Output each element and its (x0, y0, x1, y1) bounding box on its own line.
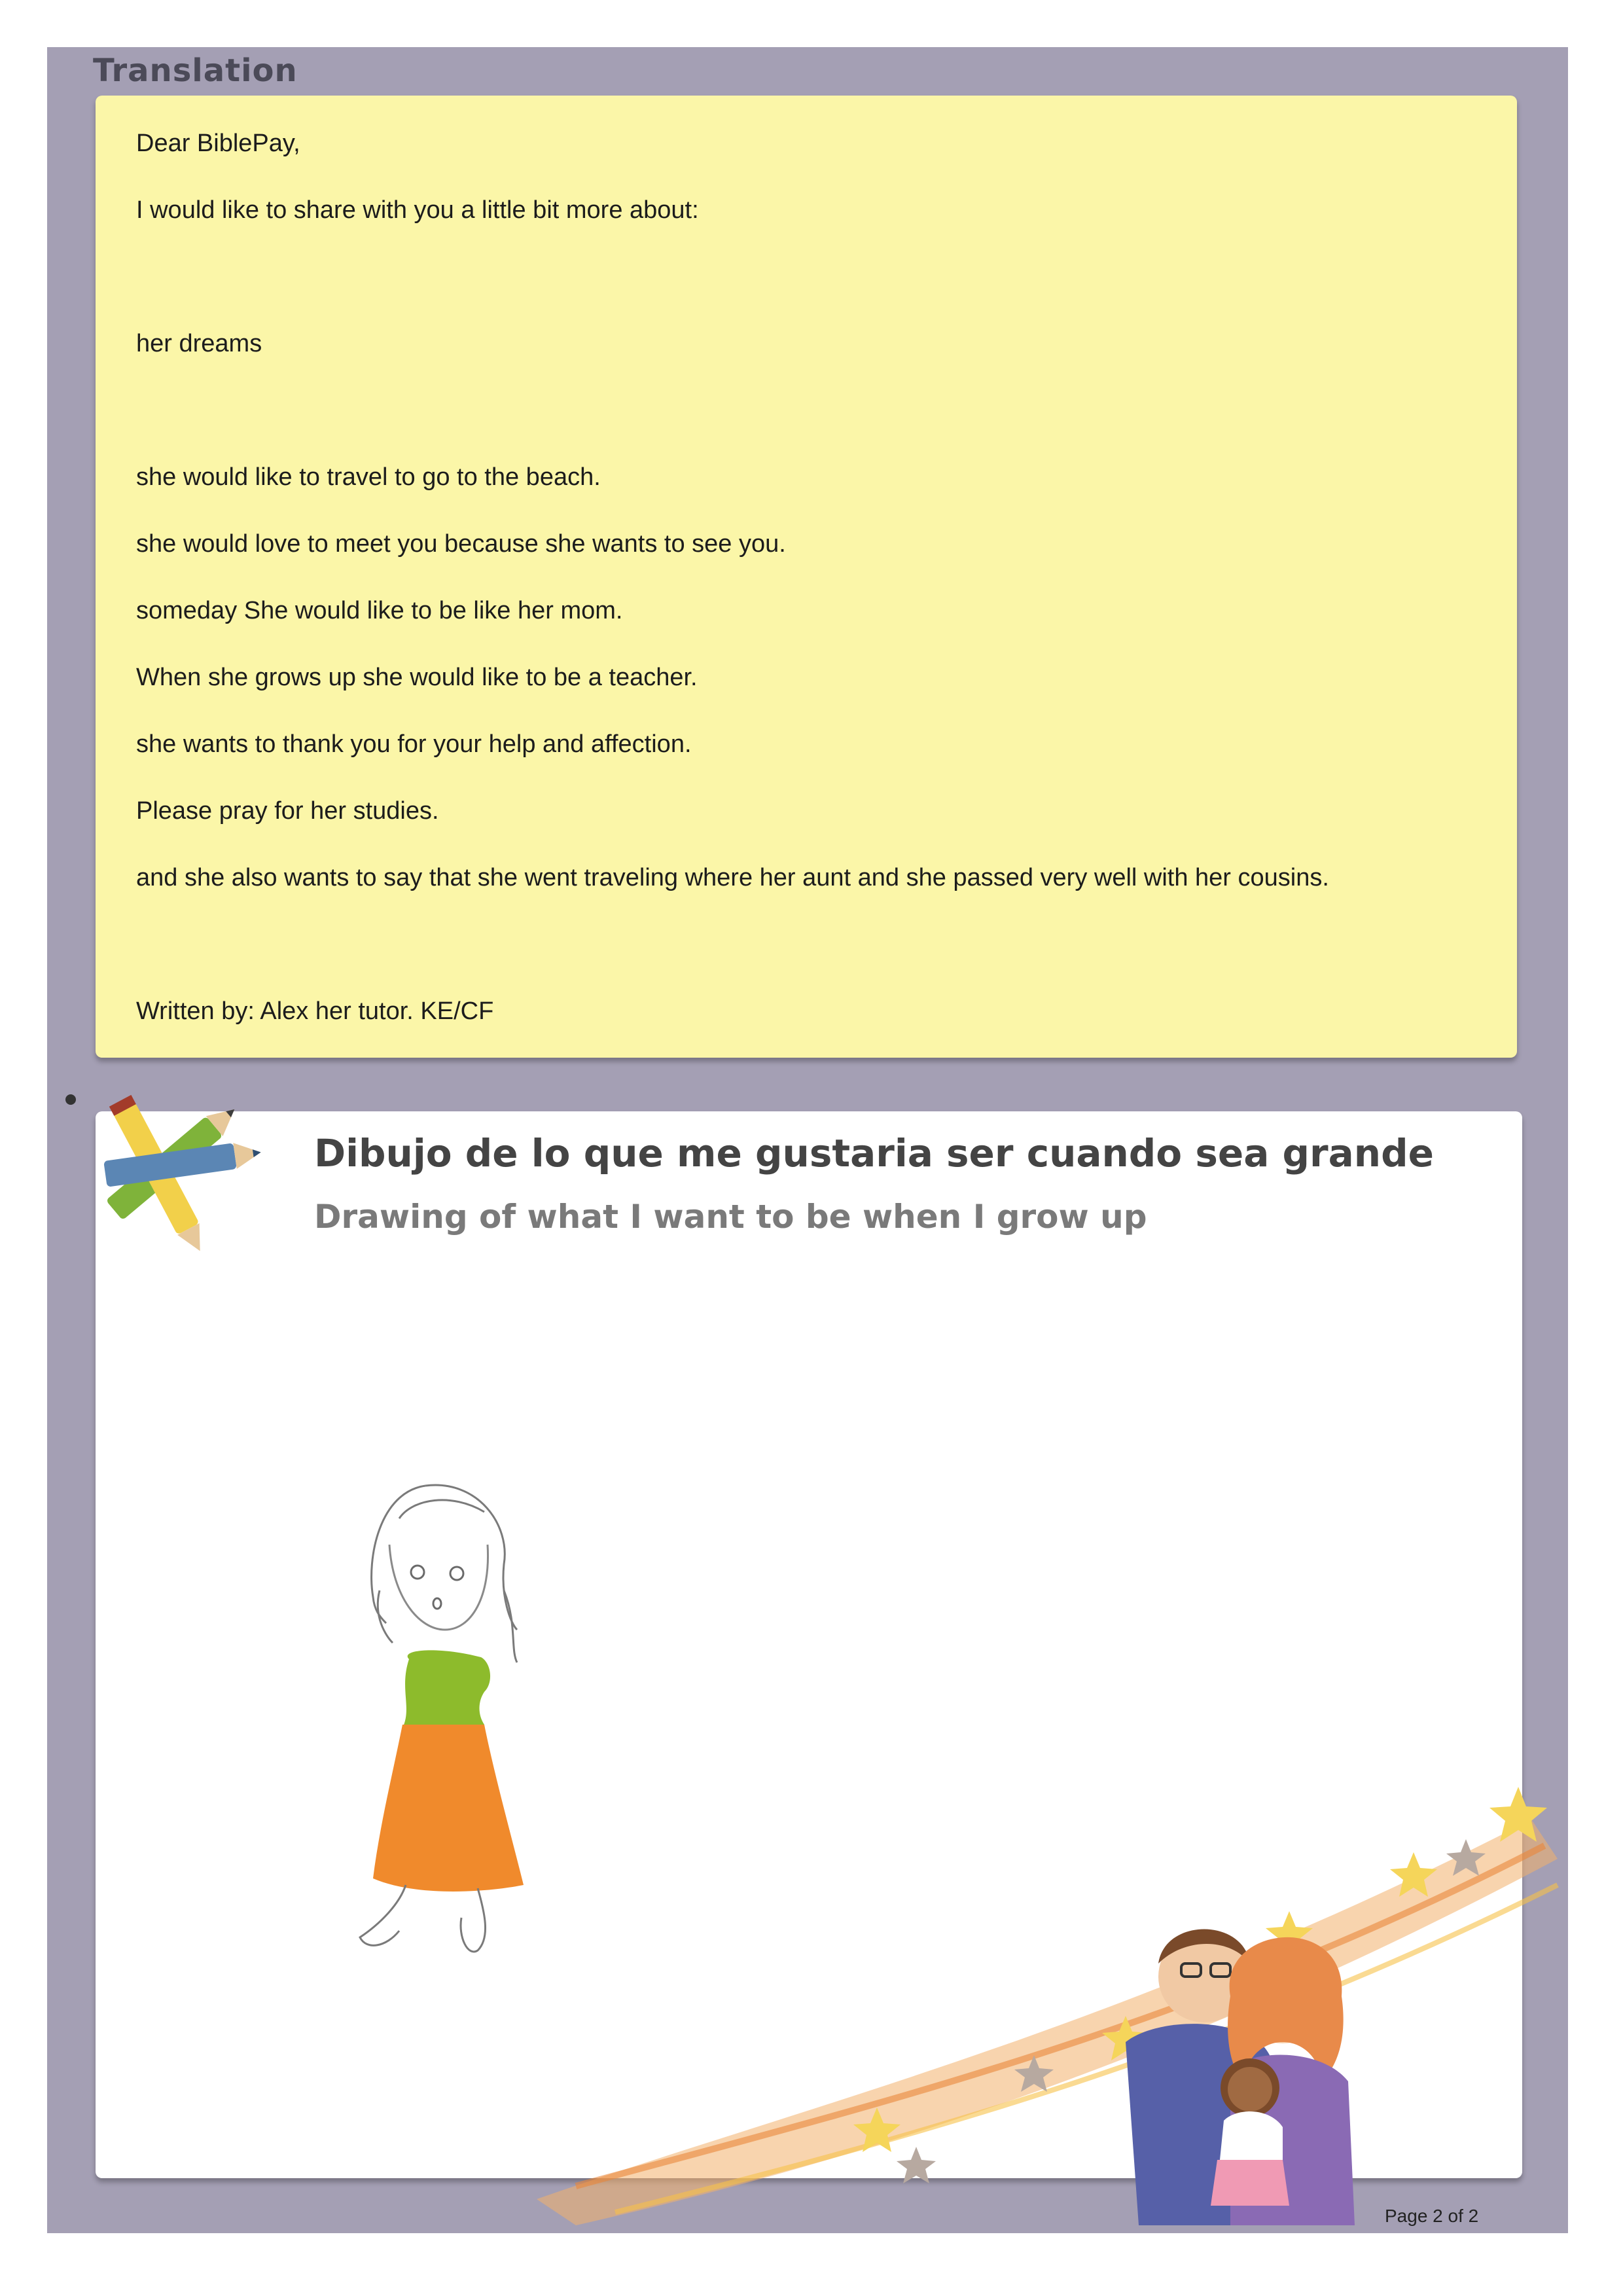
translation-box (96, 96, 1517, 1058)
letter-greeting: Dear BiblePay, (136, 130, 300, 157)
pencils-icon (59, 1073, 281, 1257)
section-title: Translation (93, 52, 298, 89)
letter-line: When she grows up she would like to be a teacher. (136, 664, 698, 691)
drawing-heading-spanish: Dibujo de lo que me gustaria ser cuando sea grande (314, 1131, 1434, 1175)
letter-line: and she also wants to say that she went traveling where her aunt and she passed very well with her cousins. (136, 864, 1329, 891)
letter-signature: Written by: Alex her tutor. KE/CF (136, 997, 494, 1025)
letter-line: Please pray for her studies. (136, 797, 439, 825)
page-number: Page 2 of 2 (1385, 2206, 1479, 2226)
drawing-heading-english: Drawing of what I want to be when I grow up (314, 1198, 1147, 1236)
letter-line: she would like to travel to go to the beach. (136, 463, 601, 491)
letter-line: she wants to thank you for your help and affection. (136, 730, 692, 758)
letter-line: she would love to meet you because she wants to see you. (136, 530, 786, 558)
letter-topic: her dreams (136, 330, 262, 357)
family-stars-illustration (537, 1689, 1571, 2225)
letter-intro: I would like to share with you a little bit more about: (136, 196, 699, 224)
letter-line: someday She would like to be like her mom. (136, 597, 623, 624)
